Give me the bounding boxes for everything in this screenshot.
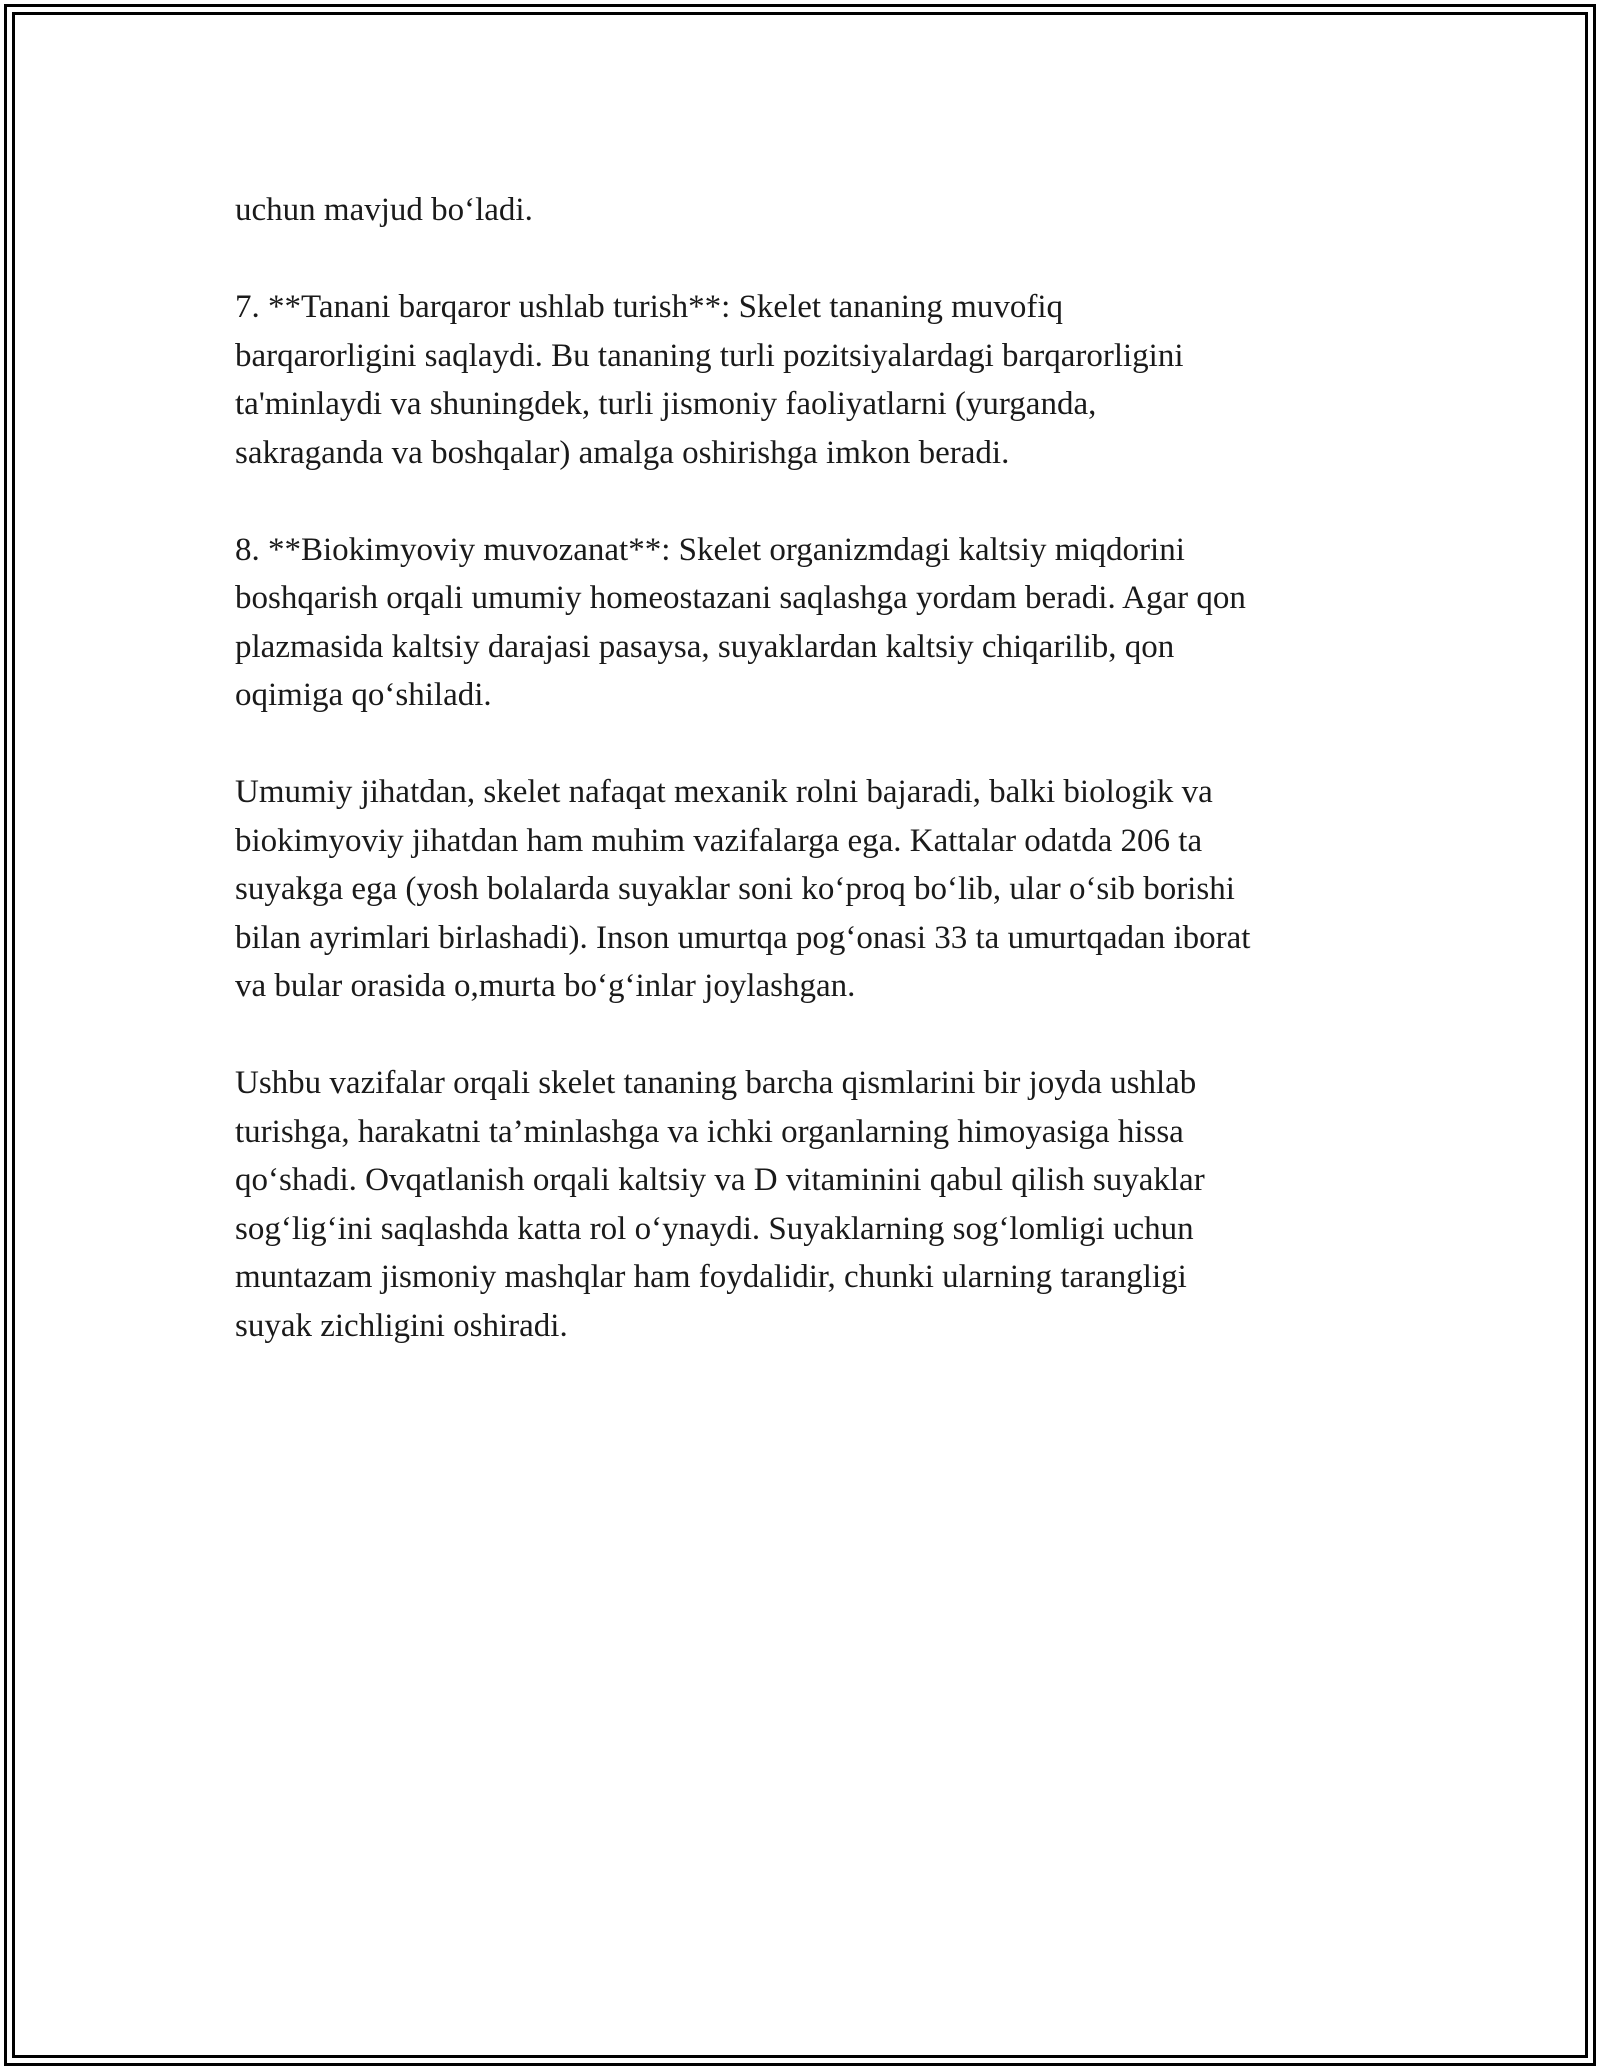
text-line: boshqarish orqali umumiy homeostazani saqlashga yordam beradi. Agar qon bbox=[235, 580, 1246, 616]
text-line: sog‘lig‘ini saqlashda katta rol o‘ynaydi. Suyaklarning sog‘lomligi uchun bbox=[235, 1210, 1194, 1247]
paragraph-conclusion bbox=[235, 1059, 1375, 1350]
text-line: Ushbu vazifalar orqali skelet tananing barcha qismlarini bir joyda ushlab bbox=[235, 1065, 1197, 1101]
text-line: va bular orasida o,murta bo‘g‘inlar joylashgan. bbox=[235, 968, 856, 1004]
text-line: ta'minlaydi va shuningdek, turli jismoniy faoliyatlarni (yurganda, bbox=[235, 386, 1097, 422]
paragraph-item-8 bbox=[235, 526, 1375, 720]
text-line: sakraganda va boshqalar) amalga oshirishga imkon beradi. bbox=[235, 434, 1010, 471]
text-line: uchun mavjud bo‘ladi. bbox=[235, 192, 533, 228]
text-line: suyak zichligini oshiradi. bbox=[235, 1307, 568, 1344]
text-line: qo‘shadi. Ovqatlanish orqali kaltsiy va D vitaminini qabul qilish suyaklar bbox=[235, 1162, 1205, 1198]
text-line: plazmasida kaltsiy darajasi pasaysa, suyaklardan kaltsiy chiqarilib, qon bbox=[235, 628, 1175, 665]
text-line: muntazam jismoniy mashqlar ham foydalidir, chunki ularning tarangligi bbox=[235, 1259, 1187, 1295]
paragraph-continuation bbox=[235, 186, 1375, 235]
text-line: Umumiy jihatdan, skelet nafaqat mexanik rolni bajaradi, balki biologik va bbox=[235, 774, 1213, 810]
document-body bbox=[235, 186, 1375, 1399]
text-line: 7. **Tanani barqaror ushlab turish**: Skelet tananing muvofiq bbox=[235, 289, 1064, 325]
text-line: 8. **Biokimyoviy muvozanat**: Skelet organizmdagi kaltsiy miqdorini bbox=[235, 531, 1185, 568]
text-line: suyakga ega (yosh bolalarda suyaklar soni ko‘proq bo‘lib, ular o‘sib borishi bbox=[235, 871, 1235, 907]
text-line: bilan ayrimlari birlashadi). Inson umurtqa pog‘onasi 33 ta umurtqadan iborat bbox=[235, 919, 1251, 956]
text-line: oqimiga qo‘shiladi. bbox=[235, 677, 492, 713]
text-line: barqarorligini saqlaydi. Bu tananing turli pozitsiyalardagi barqarorligini bbox=[235, 337, 1184, 374]
text-line: turishga, harakatni ta’minlashga va ichki organlarning himoyasiga hissa bbox=[235, 1113, 1184, 1150]
text-line: biokimyoviy jihatdan ham muhim vazifalarga ega. Kattalar odatda 206 ta bbox=[235, 822, 1203, 859]
paragraph-summary bbox=[235, 768, 1375, 1011]
paragraph-item-7 bbox=[235, 283, 1375, 477]
